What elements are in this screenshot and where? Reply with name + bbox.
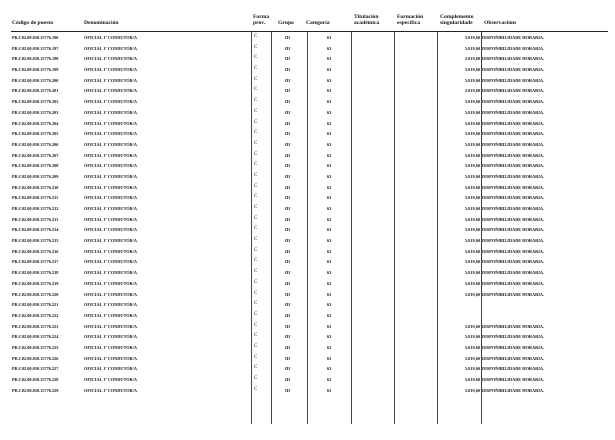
- row-categoria: 63: [327, 99, 332, 105]
- row-grupo: III: [285, 141, 291, 147]
- row-complemento: 5.019,60: [464, 163, 480, 169]
- row-observaciones: DISPOÑIBILIDADE HORARIA.: [482, 248, 545, 254]
- row-categoria: 63: [327, 56, 332, 62]
- row-denominacion: OFICIAL 1ª CONDUTOR/A: [84, 334, 138, 340]
- row-code: PR.C02.00.030.15776.216: [12, 248, 59, 254]
- row-categoria: 63: [327, 312, 332, 318]
- row-forma: C: [254, 76, 258, 82]
- row-forma: C: [254, 301, 258, 307]
- row-categoria: 63: [327, 323, 332, 329]
- table-row: [0, 279, 615, 290]
- row-complemento: 5.019,60: [464, 216, 480, 222]
- row-grupo: III: [285, 344, 291, 350]
- row-forma: C: [254, 279, 258, 285]
- row-denominacion: OFICIAL 1ª CONDUTOR/A: [84, 206, 138, 211]
- row-categoria: 63: [327, 280, 332, 286]
- row-forma: C: [254, 66, 258, 72]
- row-forma: C: [254, 172, 258, 178]
- row-denominacion: OFICIAL 1ª CONDUTOR/A: [84, 120, 138, 126]
- row-grupo: III: [285, 77, 291, 83]
- row-denominacion: OFICIAL 1ª CONDUTOR/A: [84, 312, 138, 318]
- row-denominacion: OFICIAL 1ª CONDUTOR/A: [84, 259, 138, 265]
- row-denominacion: OFICIAL 1ª CONDUTOR/A: [84, 184, 138, 190]
- row-denominacion: OFICIAL 1ª CONDUTOR/A: [84, 355, 138, 361]
- row-code: PR.C02.00.030.15776.203: [12, 109, 59, 115]
- table-row: [0, 44, 615, 55]
- header-formacion-line1: Formación: [397, 14, 424, 20]
- row-observaciones: DISPOÑIBILIDADE HORARIA.: [482, 184, 545, 190]
- row-code: PR.C02.00.030.15776.202: [12, 99, 59, 105]
- row-complemento: 5.019,60: [464, 291, 480, 297]
- row-grupo: III: [285, 355, 291, 361]
- row-grupo: III: [285, 323, 291, 329]
- row-denominacion: OFICIAL 1ª CONDUTOR/A: [84, 99, 138, 105]
- row-categoria: 63: [327, 184, 332, 190]
- row-grupo: III: [285, 206, 291, 211]
- row-complemento: 5.019,60: [464, 334, 480, 340]
- table-row: [0, 151, 615, 162]
- row-grupo: III: [285, 377, 291, 382]
- row-grupo: III: [285, 216, 291, 222]
- row-grupo: III: [285, 56, 291, 62]
- row-categoria: 63: [327, 270, 332, 276]
- row-complemento: 5.019,60: [464, 45, 480, 51]
- row-code: PR.C02.00.030.15776.228: [12, 377, 59, 382]
- row-denominacion: OFICIAL 1ª CONDUTOR/A: [84, 195, 138, 201]
- row-denominacion: OFICIAL 1ª CONDUTOR/A: [84, 35, 138, 40]
- row-categoria: 63: [327, 216, 332, 222]
- row-grupo: III: [285, 120, 291, 126]
- row-forma: C: [254, 269, 258, 275]
- row-denominacion: OFICIAL 1ª CONDUTOR/A: [84, 270, 138, 276]
- row-complemento: 5.019,60: [464, 387, 480, 393]
- row-grupo: III: [285, 99, 291, 105]
- row-observaciones: DISPOÑIBILIDADE HORARIA.: [482, 216, 545, 222]
- table-row: [0, 247, 615, 258]
- row-observaciones: DISPOÑIBILIDADE HORARIA.: [482, 163, 545, 169]
- row-grupo: III: [285, 334, 291, 340]
- table-row: [0, 300, 615, 311]
- table-row: [0, 76, 615, 87]
- row-observaciones: DISPOÑIBILIDADE HORARIA.: [482, 35, 545, 40]
- table-row: [0, 119, 615, 130]
- row-denominacion: OFICIAL 1ª CONDUTOR/A: [84, 280, 138, 286]
- row-forma: C: [254, 34, 258, 39]
- row-code: PR.C02.00.030.15776.199: [12, 67, 59, 73]
- row-forma: C: [254, 44, 258, 50]
- row-categoria: 63: [327, 377, 332, 382]
- row-forma: C: [254, 215, 258, 221]
- row-denominacion: OFICIAL 1ª CONDUTOR/A: [84, 109, 138, 115]
- row-denominacion: OFICIAL 1ª CONDUTOR/A: [84, 366, 138, 372]
- table-row: [0, 343, 615, 354]
- row-categoria: 63: [327, 173, 332, 179]
- row-grupo: III: [285, 366, 291, 372]
- row-denominacion: OFICIAL 1ª CONDUTOR/A: [84, 88, 138, 94]
- table-row: [0, 354, 615, 365]
- header-observaciones: Observacións: [484, 20, 517, 26]
- row-code: PR.C02.00.030.15776.211: [12, 195, 59, 201]
- row-complemento: 5.019,60: [464, 323, 480, 329]
- table-row: [0, 204, 615, 215]
- header-forma: [253, 14, 269, 26]
- row-denominacion: OFICIAL 1ª CONDUTOR/A: [84, 238, 138, 244]
- row-forma: C: [254, 140, 258, 146]
- table-row: [0, 65, 615, 76]
- row-observaciones: DISPOÑIBILIDADE HORARIA.: [482, 291, 545, 297]
- row-categoria: 63: [327, 334, 332, 340]
- row-categoria: 63: [327, 35, 332, 40]
- table-row: [0, 290, 615, 301]
- row-grupo: III: [285, 88, 291, 94]
- row-observaciones: DISPOÑIBILIDADE HORARIA.: [482, 120, 545, 126]
- row-code: PR.C02.00.030.15776.200: [12, 77, 59, 83]
- row-observaciones: DISPOÑIBILIDADE HORARIA.: [482, 67, 545, 73]
- row-complemento: 5.019,60: [464, 152, 480, 158]
- row-categoria: 63: [327, 131, 332, 137]
- table-row: [0, 97, 615, 108]
- row-complemento: 5.019,60: [464, 131, 480, 137]
- row-complemento: 5.019,60: [464, 355, 480, 361]
- row-code: PR.C02.00.030.15776.206: [12, 141, 59, 147]
- row-denominacion: OFICIAL 1ª CONDUTOR/A: [84, 163, 138, 169]
- row-observaciones: DISPOÑIBILIDADE HORARIA.: [482, 152, 545, 158]
- header-titulacion-line2: académica: [354, 20, 380, 27]
- row-forma: C: [254, 55, 258, 61]
- row-code: PR.C02.00.030.15776.217: [12, 259, 59, 265]
- table-row: [0, 236, 615, 247]
- row-grupo: III: [285, 387, 291, 393]
- row-code: PR.C02.00.030.15776.224: [12, 334, 59, 340]
- row-denominacion: OFICIAL 1ª CONDUTOR/A: [84, 77, 138, 83]
- row-forma: C: [254, 322, 258, 328]
- row-grupo: III: [285, 227, 291, 233]
- row-code: PR.C02.00.030.15776.205: [12, 131, 59, 137]
- header-formacion-line2: específica: [397, 20, 420, 27]
- row-code: PR.C02.00.030.15776.196: [12, 35, 59, 40]
- row-complemento: 5.019,60: [464, 248, 480, 254]
- row-denominacion: OFICIAL 1ª CONDUTOR/A: [84, 291, 138, 297]
- row-forma: C: [254, 333, 258, 339]
- row-observaciones: DISPOÑIBILIDADE HORARIA.: [482, 227, 545, 233]
- row-complemento: 5.019,60: [464, 35, 480, 40]
- row-complemento: 5.019,60: [464, 120, 480, 126]
- row-forma: C: [254, 386, 258, 392]
- table-row: [0, 108, 615, 119]
- header-titulacion-line1: Titulación: [354, 14, 379, 20]
- row-forma: C: [254, 205, 258, 210]
- table-body: [0, 33, 615, 396]
- table-row: [0, 183, 615, 194]
- row-code: PR.C02.00.030.15776.207: [12, 152, 59, 158]
- row-grupo: III: [285, 184, 291, 190]
- row-forma: C: [254, 162, 258, 168]
- header-complemento: [440, 14, 474, 26]
- row-observaciones: DISPOÑIBILIDADE HORARIA.: [482, 377, 545, 382]
- row-observaciones: DISPOÑIBILIDADE HORARIA.: [482, 109, 545, 115]
- row-grupo: III: [285, 259, 291, 265]
- row-code: PR.C02.00.030.15776.212: [12, 206, 59, 211]
- row-forma: C: [254, 311, 258, 317]
- row-grupo: III: [285, 270, 291, 276]
- row-observaciones: DISPOÑIBILIDADE HORARIA.: [482, 99, 545, 105]
- table-row: [0, 268, 615, 279]
- row-denominacion: OFICIAL 1ª CONDUTOR/A: [84, 141, 138, 147]
- row-denominacion: OFICIAL 1ª CONDUTOR/A: [84, 56, 138, 62]
- table-row: [0, 193, 615, 204]
- row-grupo: III: [285, 163, 291, 169]
- row-denominacion: OFICIAL 1ª CONDUTOR/A: [84, 387, 138, 393]
- table-row: [0, 129, 615, 140]
- table-row: [0, 215, 615, 226]
- row-grupo: III: [285, 152, 291, 158]
- row-complemento: 5.019,60: [464, 344, 480, 350]
- row-code: PR.C02.00.030.15776.214: [12, 227, 59, 233]
- table-row: [0, 54, 615, 65]
- row-forma: C: [254, 354, 258, 360]
- row-code: PR.C02.00.030.15776.225: [12, 344, 59, 350]
- row-denominacion: OFICIAL 1ª CONDUTOR/A: [84, 152, 138, 158]
- row-observaciones: DISPOÑIBILIDADE HORARIA.: [482, 387, 545, 393]
- row-observaciones: DISPOÑIBILIDADE HORARIA.: [482, 355, 545, 361]
- row-complemento: 5.019,60: [464, 195, 480, 201]
- row-grupo: III: [285, 131, 291, 137]
- row-denominacion: OFICIAL 1ª CONDUTOR/A: [84, 248, 138, 254]
- row-grupo: III: [285, 45, 291, 51]
- row-observaciones: DISPOÑIBILIDADE HORARIA.: [482, 259, 545, 265]
- row-categoria: 63: [327, 109, 332, 115]
- row-categoria: 63: [327, 88, 332, 94]
- header-titulacion: [354, 14, 379, 26]
- table-row: [0, 257, 615, 268]
- row-complemento: 5.019,60: [464, 227, 480, 233]
- row-complemento: 5.019,60: [464, 259, 480, 265]
- row-grupo: III: [285, 35, 291, 40]
- row-categoria: 63: [327, 67, 332, 73]
- row-categoria: 63: [327, 45, 332, 51]
- row-observaciones: DISPOÑIBILIDADE HORARIA.: [482, 280, 545, 286]
- row-observaciones: DISPOÑIBILIDADE HORARIA.: [482, 56, 545, 62]
- row-observaciones: DISPOÑIBILIDADE HORARIA.: [482, 173, 545, 179]
- row-grupo: III: [285, 173, 291, 179]
- header-grupo: Grupo: [278, 20, 294, 26]
- row-categoria: 63: [327, 355, 332, 361]
- row-forma: C: [254, 194, 258, 200]
- row-code: PR.C02.00.030.15776.218: [12, 270, 59, 276]
- row-categoria: 63: [327, 227, 332, 233]
- row-code: PR.C02.00.030.15776.215: [12, 238, 59, 244]
- row-denominacion: OFICIAL 1ª CONDUTOR/A: [84, 173, 138, 179]
- row-code: PR.C02.00.030.15776.220: [12, 291, 59, 297]
- table-row: [0, 225, 615, 236]
- row-denominacion: OFICIAL 1ª CONDUTOR/A: [84, 323, 138, 329]
- row-denominacion: OFICIAL 1ª CONDUTOR/A: [84, 67, 138, 73]
- row-code: PR.C02.00.030.15776.226: [12, 355, 59, 361]
- row-grupo: III: [285, 67, 291, 73]
- row-observaciones: DISPOÑIBILIDADE HORARIA.: [482, 344, 545, 350]
- row-complemento: 5.019,60: [464, 377, 480, 382]
- row-complemento: 5.019,60: [464, 67, 480, 73]
- row-code: PR.C02.00.030.15776.221: [12, 302, 59, 308]
- row-grupo: III: [285, 238, 291, 244]
- row-denominacion: OFICIAL 1ª CONDUTOR/A: [84, 344, 138, 350]
- header-codigo: Código de puesto: [12, 20, 54, 26]
- row-complemento: 5.019,60: [464, 109, 480, 115]
- table-row: [0, 386, 615, 397]
- row-complemento: 5.019,60: [464, 206, 480, 211]
- row-forma: C: [254, 130, 258, 136]
- table-row: [0, 161, 615, 172]
- row-code: PR.C02.00.030.15776.210: [12, 184, 59, 190]
- row-denominacion: OFICIAL 1ª CONDUTOR/A: [84, 216, 138, 222]
- row-code: PR.C02.00.030.15776.198: [12, 56, 59, 62]
- row-complemento: 5.019,60: [464, 141, 480, 147]
- row-forma: C: [254, 119, 258, 125]
- row-code: PR.C02.00.030.15776.204: [12, 120, 59, 126]
- row-observaciones: DISPOÑIBILIDADE HORARIA.: [482, 88, 545, 94]
- row-categoria: 63: [327, 248, 332, 254]
- header-categoria: Categoría: [306, 20, 330, 26]
- row-categoria: 63: [327, 120, 332, 126]
- row-categoria: 63: [327, 344, 332, 350]
- row-forma: C: [254, 226, 258, 232]
- row-categoria: 63: [327, 291, 332, 297]
- row-code: PR.C02.00.030.15776.208: [12, 163, 59, 169]
- row-categoria: 63: [327, 195, 332, 201]
- header-complemento-line2: singularidade: [440, 20, 473, 27]
- row-code: PR.C02.00.030.15776.197: [12, 45, 59, 51]
- row-complemento: 5.019,60: [464, 280, 480, 286]
- row-categoria: 63: [327, 302, 332, 308]
- row-denominacion: OFICIAL 1ª CONDUTOR/A: [84, 227, 138, 233]
- row-complemento: 5.019,60: [464, 88, 480, 94]
- header-formacion: [397, 14, 423, 26]
- row-observaciones: DISPOÑIBILIDADE HORARIA.: [482, 77, 545, 83]
- row-forma: C: [254, 108, 258, 114]
- row-complemento: 5.019,60: [464, 173, 480, 179]
- table-row: [0, 140, 615, 151]
- header-forma-line2: prov.: [253, 20, 266, 27]
- row-forma: C: [254, 247, 258, 253]
- row-observaciones: DISPOÑIBILIDADE HORARIA.: [482, 334, 545, 340]
- row-code: PR.C02.00.030.15776.201: [12, 88, 59, 94]
- row-complemento: 5.019,60: [464, 77, 480, 83]
- row-complemento: 5.019,60: [464, 270, 480, 276]
- header-denominacion: Denominación: [84, 20, 119, 26]
- row-forma: C: [254, 237, 258, 243]
- row-denominacion: OFICIAL 1ª CONDUTOR/A: [84, 45, 138, 51]
- row-complemento: 5.019,60: [464, 366, 480, 372]
- row-observaciones: DISPOÑIBILIDADE HORARIA.: [482, 195, 545, 201]
- table-row: [0, 86, 615, 97]
- row-observaciones: DISPOÑIBILIDADE HORARIA.: [482, 323, 545, 329]
- row-observaciones: DISPOÑIBILIDADE HORARIA.: [482, 366, 545, 372]
- row-categoria: 63: [327, 141, 332, 147]
- row-grupo: III: [285, 291, 291, 297]
- row-observaciones: DISPOÑIBILIDADE HORARIA.: [482, 45, 545, 51]
- row-forma: C: [254, 98, 258, 104]
- row-forma: C: [254, 343, 258, 349]
- row-grupo: III: [285, 248, 291, 254]
- table-row: [0, 364, 615, 375]
- row-categoria: 63: [327, 152, 332, 158]
- row-observaciones: DISPOÑIBILIDADE HORARIA.: [482, 270, 545, 276]
- header-rule: [11, 31, 608, 32]
- row-denominacion: OFICIAL 1ª CONDUTOR/A: [84, 302, 138, 308]
- row-observaciones: DISPOÑIBILIDADE HORARIA.: [482, 238, 545, 244]
- row-categoria: 63: [327, 259, 332, 265]
- row-forma: C: [254, 87, 258, 93]
- row-complemento: 5.019,60: [464, 238, 480, 244]
- row-complemento: 5.019,60: [464, 56, 480, 62]
- row-code: PR.C02.00.030.15776.219: [12, 280, 59, 286]
- table-row: [0, 33, 615, 44]
- row-categoria: 63: [327, 163, 332, 169]
- row-grupo: III: [285, 312, 291, 318]
- row-grupo: III: [285, 109, 291, 115]
- table-row: [0, 172, 615, 183]
- table-row: [0, 375, 615, 386]
- row-code: PR.C02.00.030.15776.227: [12, 366, 59, 372]
- row-categoria: 63: [327, 77, 332, 83]
- header-complemento-line1: Complemento: [440, 14, 474, 20]
- row-observaciones: DISPOÑIBILIDADE HORARIA.: [482, 141, 545, 147]
- row-grupo: III: [285, 195, 291, 201]
- row-complemento: 5.019,60: [464, 99, 480, 105]
- row-code: PR.C02.00.030.15776.222: [12, 312, 59, 318]
- row-code: PR.C02.00.030.15776.213: [12, 216, 59, 222]
- row-grupo: III: [285, 302, 291, 308]
- table-row: [0, 322, 615, 333]
- row-code: PR.C02.00.030.15776.223: [12, 323, 59, 329]
- row-forma: C: [254, 258, 258, 264]
- row-observaciones: DISPOÑIBILIDADE HORARIA.: [482, 206, 545, 211]
- row-forma: C: [254, 290, 258, 296]
- table-row: [0, 332, 615, 343]
- row-denominacion: OFICIAL 1ª CONDUTOR/A: [84, 377, 138, 382]
- header-forma-line1: Forma: [253, 14, 270, 20]
- row-categoria: 63: [327, 366, 332, 372]
- row-grupo: III: [285, 280, 291, 286]
- row-code: PR.C02.00.030.15776.229: [12, 387, 59, 393]
- row-forma: C: [254, 376, 258, 381]
- row-categoria: 63: [327, 238, 332, 244]
- row-categoria: 63: [327, 206, 332, 211]
- row-observaciones: DISPOÑIBILIDADE HORARIA.: [482, 131, 545, 137]
- table-row: [0, 311, 615, 322]
- row-complemento: 5.019,60: [464, 184, 480, 190]
- row-code: PR.C02.00.030.15776.209: [12, 173, 59, 179]
- row-forma: C: [254, 183, 258, 189]
- row-denominacion: OFICIAL 1ª CONDUTOR/A: [84, 131, 138, 137]
- row-forma: C: [254, 151, 258, 157]
- row-forma: C: [254, 365, 258, 371]
- row-categoria: 63: [327, 387, 332, 393]
